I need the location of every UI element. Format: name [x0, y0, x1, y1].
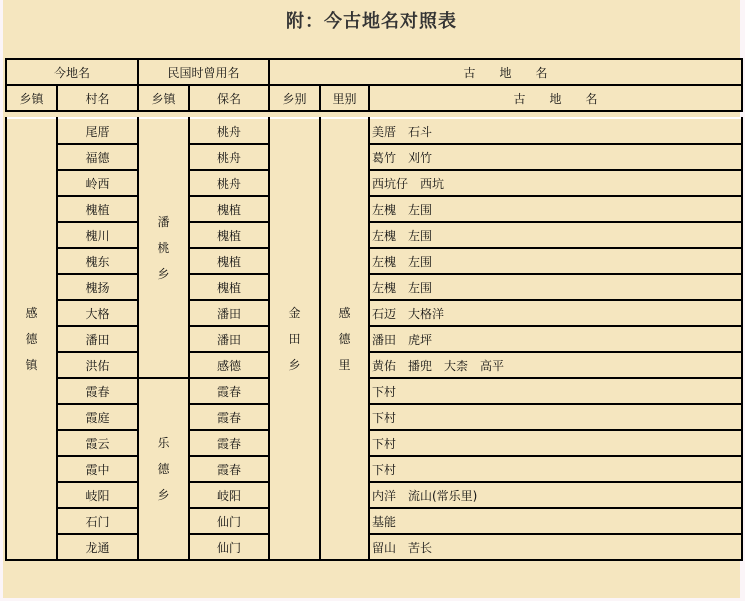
bao-cell: 桃舟 [189, 170, 269, 196]
header-ancient: 古 地 名 [369, 85, 742, 111]
table-row [6, 352, 742, 378]
ancient-name-cell: 基能 [369, 508, 742, 534]
village-cell: 大格 [57, 300, 138, 326]
header-town: 乡镇 [6, 85, 57, 111]
header-rep-town: 乡镇 [138, 85, 189, 111]
village-cell: 霞中 [57, 456, 138, 482]
page [3, 0, 740, 598]
table-row [6, 508, 742, 534]
ancient-name-cell: 葛竹 刈竹 [369, 144, 742, 170]
table-row [6, 378, 742, 404]
bao-cell: 霞春 [189, 456, 269, 482]
ancient-name-cell: 下村 [369, 404, 742, 430]
header-xiang: 乡别 [269, 85, 320, 111]
bao-cell: 槐植 [189, 222, 269, 248]
village-cell: 岭西 [57, 170, 138, 196]
bao-cell: 仙门 [189, 508, 269, 534]
ancient-name-cell: 黄佑 播兜 大柰 高平 [369, 352, 742, 378]
ancient-name-cell: 左槐 左围 [369, 274, 742, 300]
ancient-name-cell: 潘田 虎坪 [369, 326, 742, 352]
header-modern-name: 今地名 [6, 59, 138, 85]
bao-cell: 仙门 [189, 534, 269, 560]
header-table [5, 58, 743, 112]
table-row [6, 170, 742, 196]
table-row [6, 300, 742, 326]
table-row [6, 456, 742, 482]
merged-rep-town-cell: 潘 桃 乡 [138, 118, 189, 378]
ancient-name-cell: 左槐 左围 [369, 248, 742, 274]
bao-cell: 槐植 [189, 196, 269, 222]
bao-cell: 桃舟 [189, 118, 269, 144]
ancient-name-cell: 内洋 流山(常乐里) [369, 482, 742, 508]
bao-cell: 霞春 [189, 378, 269, 404]
header-bao: 保名 [189, 85, 269, 111]
bao-cell: 岐阳 [189, 482, 269, 508]
table-row [6, 118, 742, 144]
page-title: 附：今古地名对照表 [286, 11, 457, 32]
village-cell: 石门 [57, 508, 138, 534]
village-cell: 龙通 [57, 534, 138, 560]
merged-rep-town-cell: 乐 德 乡 [138, 378, 189, 560]
bao-cell: 潘田 [189, 326, 269, 352]
table-row [6, 430, 742, 456]
body-table [5, 117, 743, 561]
table-row [6, 482, 742, 508]
ancient-name-cell: 下村 [369, 430, 742, 456]
table-row [6, 274, 742, 300]
table-row [6, 196, 742, 222]
village-cell: 霞庭 [57, 404, 138, 430]
ancient-name-cell: 西坑仔 西坑 [369, 170, 742, 196]
header-li: 里别 [320, 85, 369, 111]
table-row [6, 326, 742, 352]
ancient-name-cell: 下村 [369, 378, 742, 404]
bao-cell: 霞春 [189, 404, 269, 430]
village-cell: 尾厝 [57, 118, 138, 144]
village-cell: 潘田 [57, 326, 138, 352]
bao-cell: 桃舟 [189, 144, 269, 170]
merged-li-cell: 感 德 里 [320, 118, 369, 560]
table-row [6, 534, 742, 560]
bao-cell: 潘田 [189, 300, 269, 326]
village-cell: 洪佑 [57, 352, 138, 378]
table-row [6, 222, 742, 248]
ancient-name-cell: 下村 [369, 456, 742, 482]
ancient-name-cell: 美厝 石斗 [369, 118, 742, 144]
bao-cell: 槐植 [189, 274, 269, 300]
bao-cell: 感德 [189, 352, 269, 378]
header-village: 村名 [57, 85, 138, 111]
village-cell: 霞春 [57, 378, 138, 404]
bao-cell: 霞春 [189, 430, 269, 456]
ancient-name-cell: 左槐 左围 [369, 196, 742, 222]
village-cell: 槐植 [57, 196, 138, 222]
table-row [6, 248, 742, 274]
header-ancient-name: 古 地 名 [269, 59, 742, 85]
bao-cell: 槐植 [189, 248, 269, 274]
merged-town-cell: 感 德 镇 [6, 118, 57, 560]
header-row-group [6, 59, 742, 85]
village-cell: 槐扬 [57, 274, 138, 300]
ancient-name-cell: 左槐 左围 [369, 222, 742, 248]
village-cell: 槐东 [57, 248, 138, 274]
village-cell: 福德 [57, 144, 138, 170]
table-row [6, 144, 742, 170]
village-cell: 岐阳 [57, 482, 138, 508]
merged-xiang-cell: 金 田 乡 [269, 118, 320, 560]
header-republic-name: 民国时曾用名 [138, 59, 269, 85]
village-cell: 霞云 [57, 430, 138, 456]
table-row [6, 404, 742, 430]
village-cell: 槐川 [57, 222, 138, 248]
ancient-name-cell: 留山 苦长 [369, 534, 742, 560]
ancient-name-cell: 石迈 大格洋 [369, 300, 742, 326]
header-row-columns [6, 85, 742, 111]
